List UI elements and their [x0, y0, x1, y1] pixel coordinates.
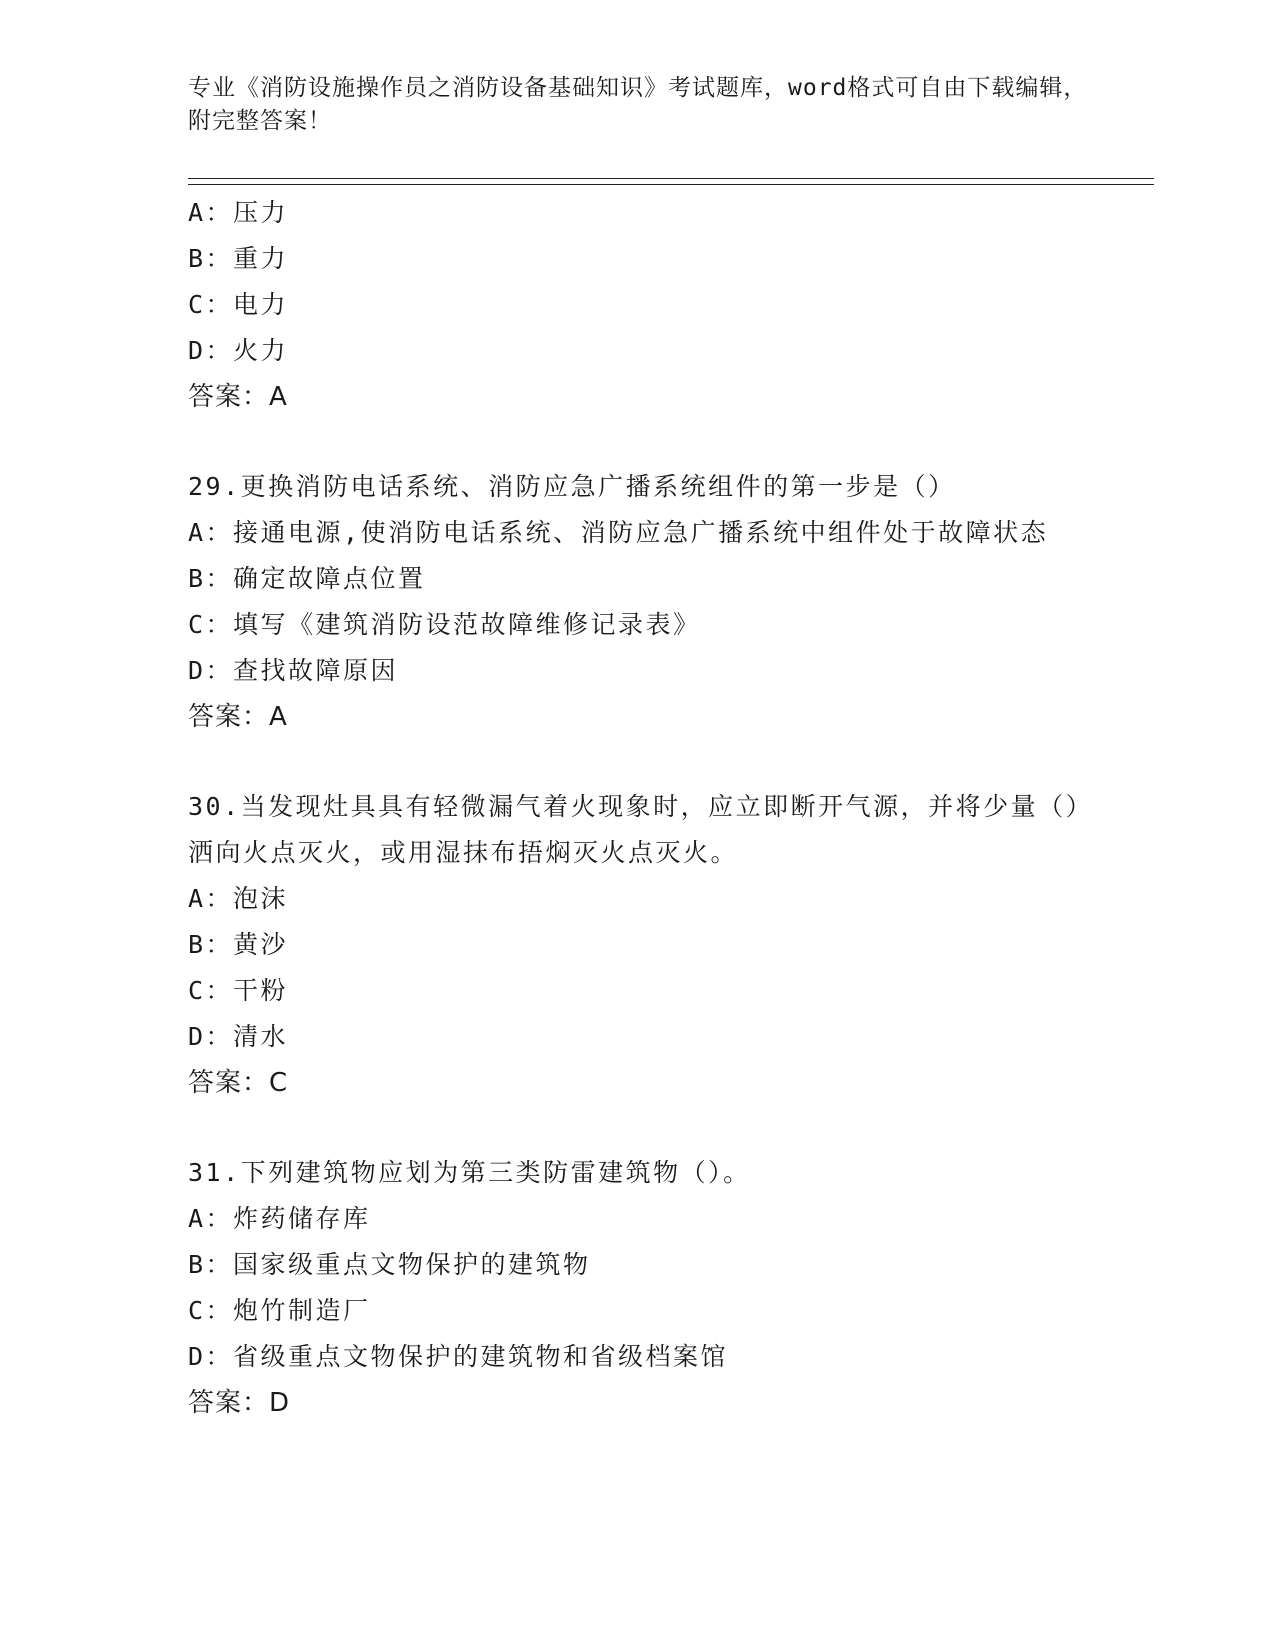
option-a: A：压力: [188, 198, 289, 227]
question-spacer: [188, 740, 1088, 784]
option-c: C：干粉: [188, 976, 289, 1005]
question-block-29: [188, 464, 1088, 740]
header-rule-top: [188, 178, 1154, 179]
option-a: A：炸药储存库: [188, 1204, 371, 1233]
option-a: A：接通电源,使消防电话系统、消防应急广播系统中组件处于故障状态: [188, 518, 1049, 547]
option-b: B：确定故障点位置: [188, 564, 426, 593]
question-list: [188, 190, 1088, 1426]
answer-line: 答案：C: [188, 1068, 289, 1098]
option-b: B：国家级重点文物保护的建筑物: [188, 1250, 591, 1279]
answer-line: 答案：D: [188, 1388, 291, 1418]
option-b: B：黄沙: [188, 930, 289, 959]
question-block-31: [188, 1150, 1088, 1426]
option-b: B：重力: [188, 244, 289, 273]
option-c: C：填写《建筑消防设范故障维修记录表》: [188, 610, 701, 639]
answer-line: 答案：A: [188, 382, 288, 412]
option-a: A：泡沫: [188, 884, 289, 913]
question-text: 29.更换消防电话系统、消防应急广播系统组件的第一步是（）: [188, 472, 956, 501]
question-text: 31.下列建筑物应划为第三类防雷建筑物（）。: [188, 1158, 751, 1187]
option-c: C：炮竹制造厂: [188, 1296, 371, 1325]
option-d: D：查找故障原因: [188, 656, 399, 685]
option-d: D：火力: [188, 336, 289, 365]
question-spacer: [188, 1106, 1088, 1150]
question-text: 30.当发现灶具具有轻微漏气着火现象时，应立即断开气源，并将少量（）洒向火点灭火，或用湿抹布捂焖灭火点灭火。: [188, 792, 1081, 867]
answer-line: 答案：A: [188, 702, 288, 732]
question-block-30: [188, 784, 1088, 1106]
header-rule-bottom: [188, 184, 1154, 185]
page-header: 专业《消防设施操作员之消防设备基础知识》考试题库，word格式可自由下载编辑，附完整答案！: [188, 75, 1088, 134]
option-d: D：清水: [188, 1022, 289, 1051]
question-block-28: [188, 190, 1088, 420]
option-c: C：电力: [188, 290, 289, 319]
question-spacer: [188, 420, 1088, 464]
option-d: D：省级重点文物保护的建筑物和省级档案馆: [188, 1342, 729, 1371]
